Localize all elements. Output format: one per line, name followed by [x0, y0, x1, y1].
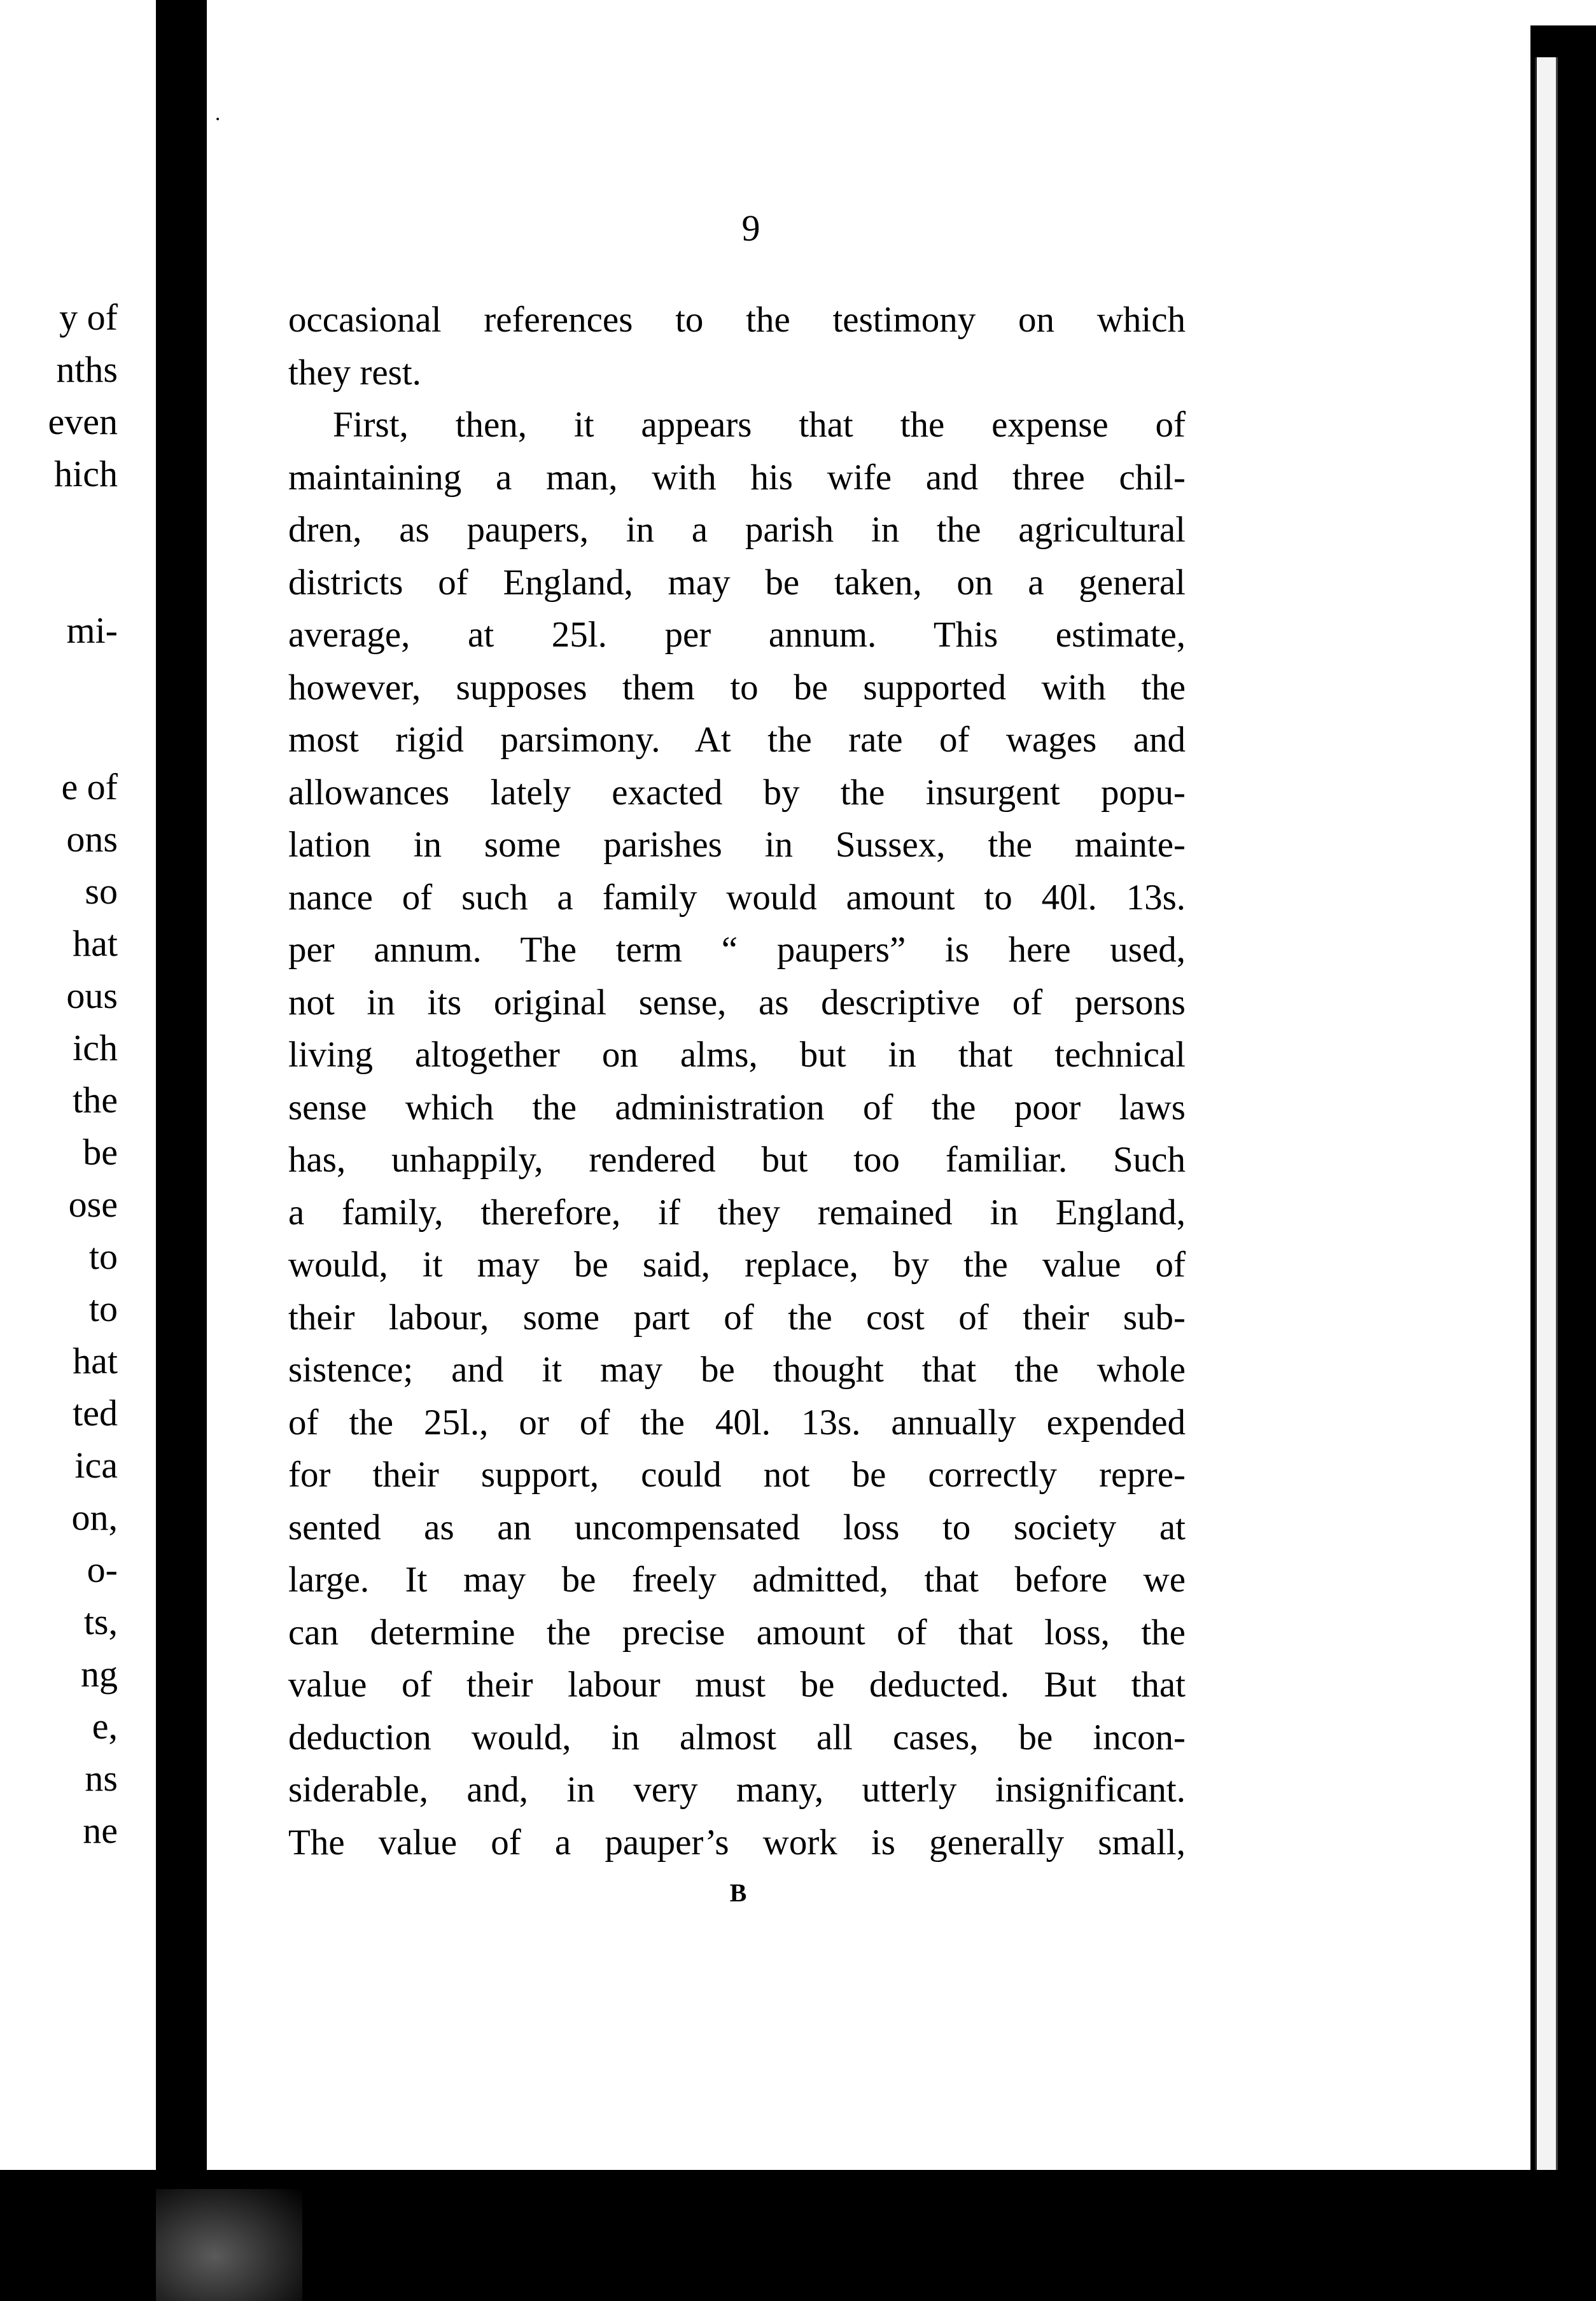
left-fragment: ica [74, 1444, 118, 1486]
left-fragment: ne [83, 1810, 118, 1851]
text-line: would, it may be said, replace, by the value of [288, 1245, 1186, 1285]
text-line: large. It may be freely admitted, that before we [288, 1560, 1186, 1600]
left-fragment: ns [85, 1758, 118, 1799]
left-fragment: mi- [66, 610, 118, 651]
left-fragment: o- [87, 1549, 118, 1590]
text-line: has, unhappily, rendered but too familiar. Such [288, 1140, 1186, 1180]
text-line: First, then, it appears that the expense of [333, 405, 1186, 445]
left-fragment: on, [71, 1497, 118, 1538]
book-gutter [156, 0, 207, 2301]
left-facing-page [0, 0, 156, 2151]
text-line: they rest. [288, 352, 421, 393]
text-line: a family, therefore, if they remained in England, [288, 1192, 1186, 1233]
text-line: for their support, could not be correctly repre- [288, 1455, 1186, 1495]
left-fragment: ous [66, 975, 118, 1016]
text-line: can determine the precise amount of that loss, the [288, 1612, 1186, 1653]
text-line: average, at 25l. per annum. This estimate, [288, 615, 1186, 655]
text-line: maintaining a man, with his wife and three chil- [288, 457, 1186, 498]
left-fragment: e, [92, 1705, 118, 1747]
text-line: occasional references to the testimony on which [288, 300, 1186, 340]
left-fragment: hat [73, 1340, 118, 1381]
left-fragment: the [73, 1079, 118, 1121]
left-fragment: ose [68, 1184, 118, 1225]
left-fragment: hich [54, 453, 118, 494]
text-line: not in its original sense, as descriptive of persons [288, 982, 1186, 1023]
left-fragment: ts, [83, 1601, 118, 1642]
text-line: deduction would, in almost all cases, be incon- [288, 1717, 1186, 1758]
margin-scribble: . [209, 101, 223, 126]
text-line: value of their labour must be deducted. But that [288, 1665, 1186, 1705]
left-fragment: even [48, 401, 118, 442]
text-line: siderable, and, in very many, utterly insignificant. [288, 1770, 1186, 1810]
text-line: nance of such a family would amount to 40l. 13s. [288, 877, 1186, 918]
left-fragment: be [83, 1131, 118, 1173]
left-fragment: y of [59, 297, 118, 338]
text-line: allowances lately exacted by the insurgent popu- [288, 772, 1186, 813]
body-text [288, 294, 1186, 1869]
text-line: living altogether on alms, but in that technical [288, 1035, 1186, 1075]
signature-mark: B [729, 1878, 747, 1907]
text-line: of the 25l., or of the 40l. 13s. annually expended [288, 1402, 1186, 1443]
text-line: sistence; and it may be thought that the whole [288, 1350, 1186, 1390]
text-line: dren, as paupers, in a parish in the agricultural [288, 510, 1186, 550]
text-line: lation in some parishes in Sussex, the mainte- [288, 825, 1186, 865]
text-line: most rigid parsimony. At the rate of wages and [288, 720, 1186, 760]
page-number: 9 [741, 207, 760, 249]
text-line: per annum. The term “ paupers” is here used, [288, 930, 1186, 970]
text-line: their labour, some part of the cost of their sub- [288, 1297, 1186, 1338]
left-fragment: nths [56, 349, 118, 390]
text-line: The value of a pauper’s work is generally small, [288, 1822, 1186, 1863]
left-fragment: hat [73, 923, 118, 964]
text-line: sented as an uncompensated loss to society at [288, 1507, 1186, 1548]
text-line: districts of England, may be taken, on a general [288, 562, 1186, 603]
left-fragment: ted [73, 1392, 118, 1434]
left-fragment: ich [73, 1027, 118, 1068]
left-fragment: ng [81, 1653, 118, 1695]
left-fragment: to [88, 1236, 118, 1277]
text-line: sense which the administration of the poor laws [288, 1087, 1186, 1128]
scan-smudge [156, 2189, 302, 2301]
left-fragment: so [85, 871, 118, 912]
left-fragment: e of [61, 766, 118, 808]
left-fragment: ons [66, 818, 118, 860]
text-line: however, supposes them to be supported with the [288, 667, 1186, 708]
page-stack-edge [1535, 57, 1558, 2202]
left-fragment: to [88, 1288, 118, 1329]
